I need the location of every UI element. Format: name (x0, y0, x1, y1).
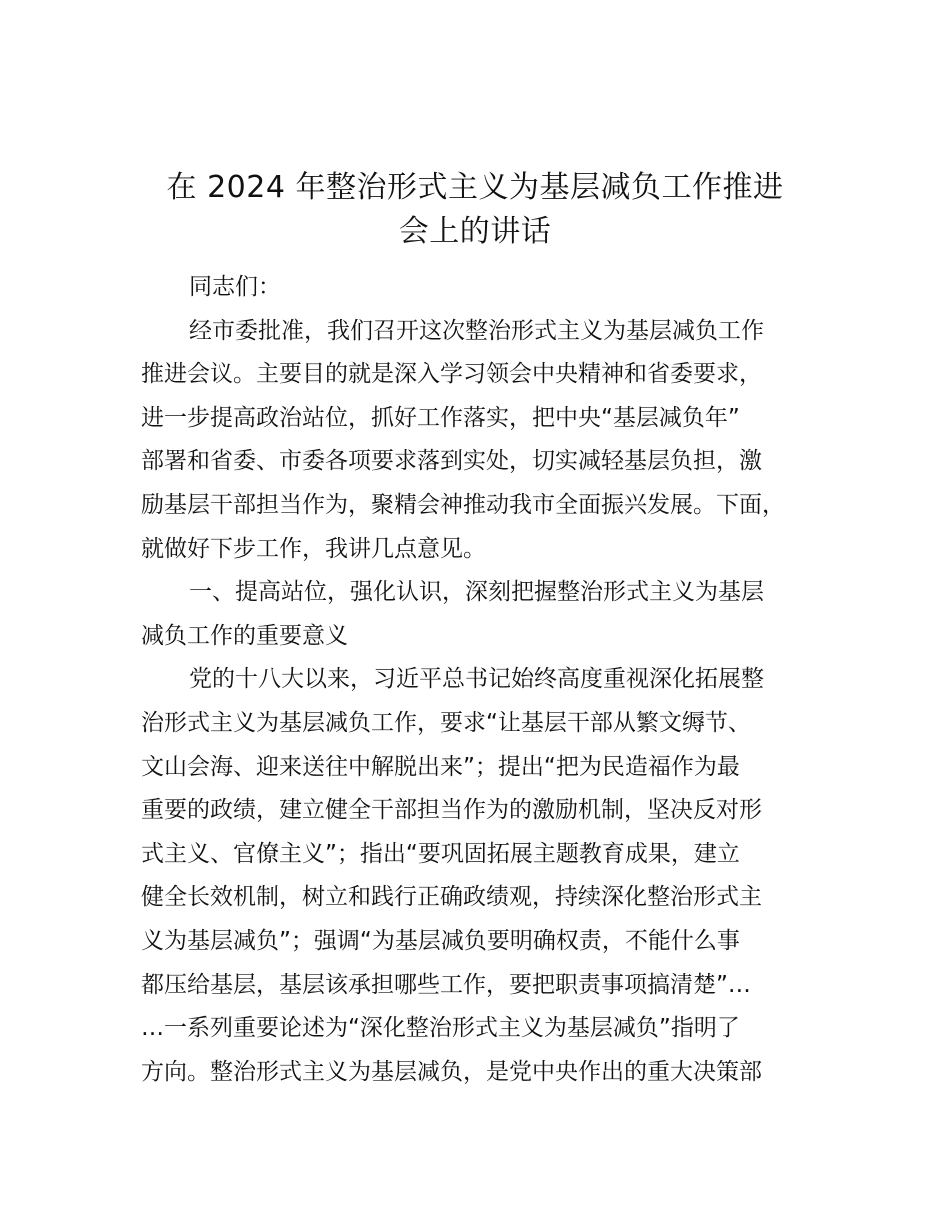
paragraph-2-line-9: …一系列重要论述为“深化整治形式主义为基层减负”指明了 (141, 1015, 740, 1042)
paragraph-1-line-6: 就做好下步工作，我讲几点意见。 (141, 535, 486, 562)
paragraph-1-line-3: 进一步提高政治站位，抓好工作落实，把中央“基层减负年” (141, 404, 740, 431)
paragraph-2-line-3: 文山会海、迎来送往中解脱出来”；提出“把为民造福作为最 (141, 753, 740, 780)
paragraph-2-line-10: 方向。整治形式主义为基层减负，是党中央作出的重大决策部 (141, 1058, 762, 1085)
title-line-1: 在 2024 年整治形式主义为基层减负工作推进 (166, 170, 784, 205)
paragraph-2-line-1: 党的十八大以来，习近平总书记始终高度重视深化拓展整 (189, 666, 764, 693)
title-line-2: 会上的讲话 (398, 214, 552, 249)
section-heading-line-2: 减负工作的重要意义 (141, 622, 348, 649)
paragraph-2-line-6: 健全长效机制，树立和践行正确政绩观，持续深化整治形式主 (141, 884, 762, 911)
paragraph-2-line-5: 式主义、官僚主义”；指出“要巩固拓展主题教育成果，建立 (141, 840, 740, 867)
paragraph-1-line-2: 推进会议。主要目的就是深入学习领会中央精神和省委要求， (141, 361, 762, 388)
document-title (120, 166, 830, 254)
paragraph-2-line-4: 重要的政绩，建立健全干部担当作为的激励机制，坚决反对形 (141, 797, 762, 824)
salutation: 同志们： (189, 274, 281, 300)
section-heading-line-1: 一、提高站位，强化认识，深刻把握整治形式主义为基层 (189, 579, 764, 606)
paragraph-2-line-2: 治形式主义为基层减负工作，要求“让基层干部从繁文缛节、 (141, 709, 751, 736)
paragraph-2-line-8: 都压给基层，基层该承担哪些工作，要把职责事项搞清楚”… (141, 971, 751, 998)
paragraph-2-line-7: 义为基层减负”；强调“为基层减负要明确权责，不能什么事 (141, 927, 740, 954)
document-body (141, 266, 841, 1094)
paragraph-1-line-1: 经市委批准，我们召开这次整治形式主义为基层减负工作 (189, 317, 764, 344)
paragraph-1-line-4: 部署和省委、市委各项要求落到实处，切实减轻基层负担，激 (141, 448, 762, 475)
paragraph-1-line-5: 励基层干部担当作为，聚精会神推动我市全面振兴发展。下面， (141, 491, 785, 518)
